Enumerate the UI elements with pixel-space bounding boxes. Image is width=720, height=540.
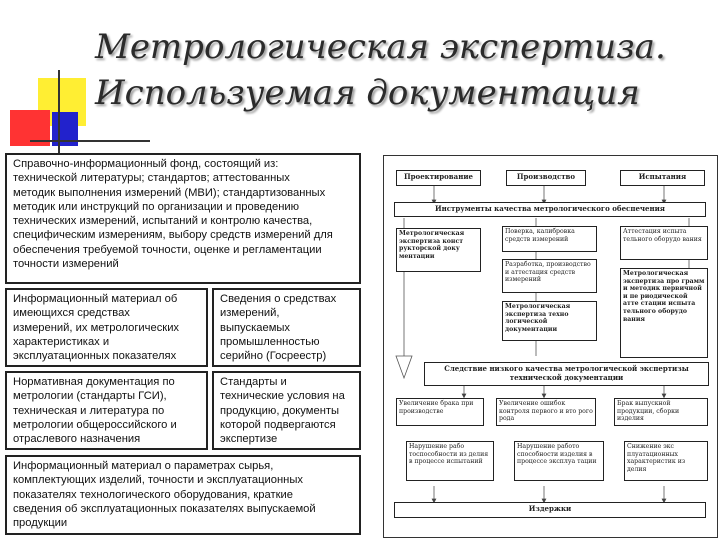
box2-line: эксплуатационных показателях [13,350,177,363]
diagram-sub-3: Снижение экс плуатационных характеристик из делия [624,441,708,481]
diagram-col3-box-b: Метрологическая экспертиза про грамм и методик первичной и пе риодической атте стации испыта тельного оборудо вания [620,268,708,358]
diagram-col2-box-c: Метрологическая экспертиза техно логической документации [502,301,597,341]
diagram-col3-box-a: Аттестация испыта тельного оборудо вания [620,226,708,260]
normative-docs-box [5,371,208,450]
box4-line: отраслевого назначения [13,433,141,446]
box2-line: характеристиках и [13,335,110,348]
title-line-2: Используемая документация [95,73,640,113]
box3-line: измерений, [220,307,280,320]
box5-line: технические условия на [220,390,345,403]
box3-line: Сведения о средствах [220,293,337,305]
box4-line: метрологии общероссийского и [13,418,177,431]
box1-line: Справочно-информационный фонд, состоящий из: [13,158,279,170]
box1-line: технической литературы; стандартов; аттестованных [13,172,290,185]
state-register-box [212,288,361,367]
deco-horizontal-line [30,140,150,142]
box5-line: продукцию, документы [220,404,340,417]
diagram-costs-bar: Издержки [394,502,706,518]
box5-line: экспертизе [220,433,278,446]
box2-line: измерений, их метрологических [13,321,180,334]
box5-line: Стандарты и [220,376,287,388]
diagram-col2-box-b: Разработка, производство и аттестация средств измерений [502,259,597,293]
box6-line: Информационный материал о параметрах сырья, [13,460,274,472]
box1-line: точности измерений [13,258,119,271]
box6-line: показателях технологического оборудования, краткие [13,488,293,501]
box3-line: промышленностью [220,335,320,348]
box1-line: технических измерений, испытаний и контролю качества, [13,215,313,228]
raw-materials-info-box [5,455,361,535]
box1-line: специфическим измерениям, выбору средств измерений для [13,229,333,242]
measuring-instruments-info-box [5,288,208,367]
box6-line: комплектующих изделий, точности и эксплуатационных [13,474,303,487]
box2-line: Информационный материал об [13,293,178,305]
standards-tech-conditions-box [212,371,361,450]
diagram-sub-1: Нарушение рабо тоспособности из делия в процессе испытаний [406,441,494,481]
metrology-diagram [383,155,718,538]
diagram-col2-box-a: Поверка, калибровка средств измерений [502,226,597,252]
box3-line: выпускаемых [220,321,291,334]
box1-line: обеспечения требуемой точности, оценке и регламентации [13,243,322,256]
diagram-consequence-bar: Следствие низкого качества метрологической экспертизы технической документации [424,362,709,386]
box4-line: техническая и литература по [13,404,165,417]
diagram-result-2: Увеличение ошибок контроля первого и вто рого рода [496,398,596,426]
reference-fund-box [5,153,361,284]
diagram-result-1: Увеличение брака при производстве [396,398,484,426]
diagram-col1-box: Метрологическая экспертиза конст рукторской доку ментации [396,228,481,272]
box1-line: методик выполнения измерений (МВИ); стандартизованных [13,186,326,199]
diagram-result-3: Брак выпускной продукции, сборки изделия [614,398,708,426]
box3-line: серийно (Госреестр) [220,350,327,363]
box4-line: Нормативная документация по [13,376,175,388]
diagram-top-testing: Испытания [620,170,705,186]
diagram-sub-2: Нарушение работо способности изделия в процессе эксплуа тации [514,441,604,481]
box5-line: которой подвергаются [220,418,336,431]
box1-line: методик или инструкций по организации и проведению [13,200,300,213]
page-title [95,24,715,116]
title-line-1: Метрологическая экспертиза. [95,27,666,67]
diagram-instruments-bar: Инструменты качества метрологического обеспечения [394,202,706,217]
deco-vertical-line [58,70,60,160]
box2-line: имеющихся средствах [13,307,130,320]
box6-line: сведения об эксплуатационных показателях выпускаемой [13,502,316,515]
diagram-top-design: Проектирование [396,170,481,186]
box6-line: продукции [13,517,68,530]
diagram-top-production: Производство [506,170,586,186]
box4-line: метрологии (стандарты ГСИ), [13,390,167,403]
